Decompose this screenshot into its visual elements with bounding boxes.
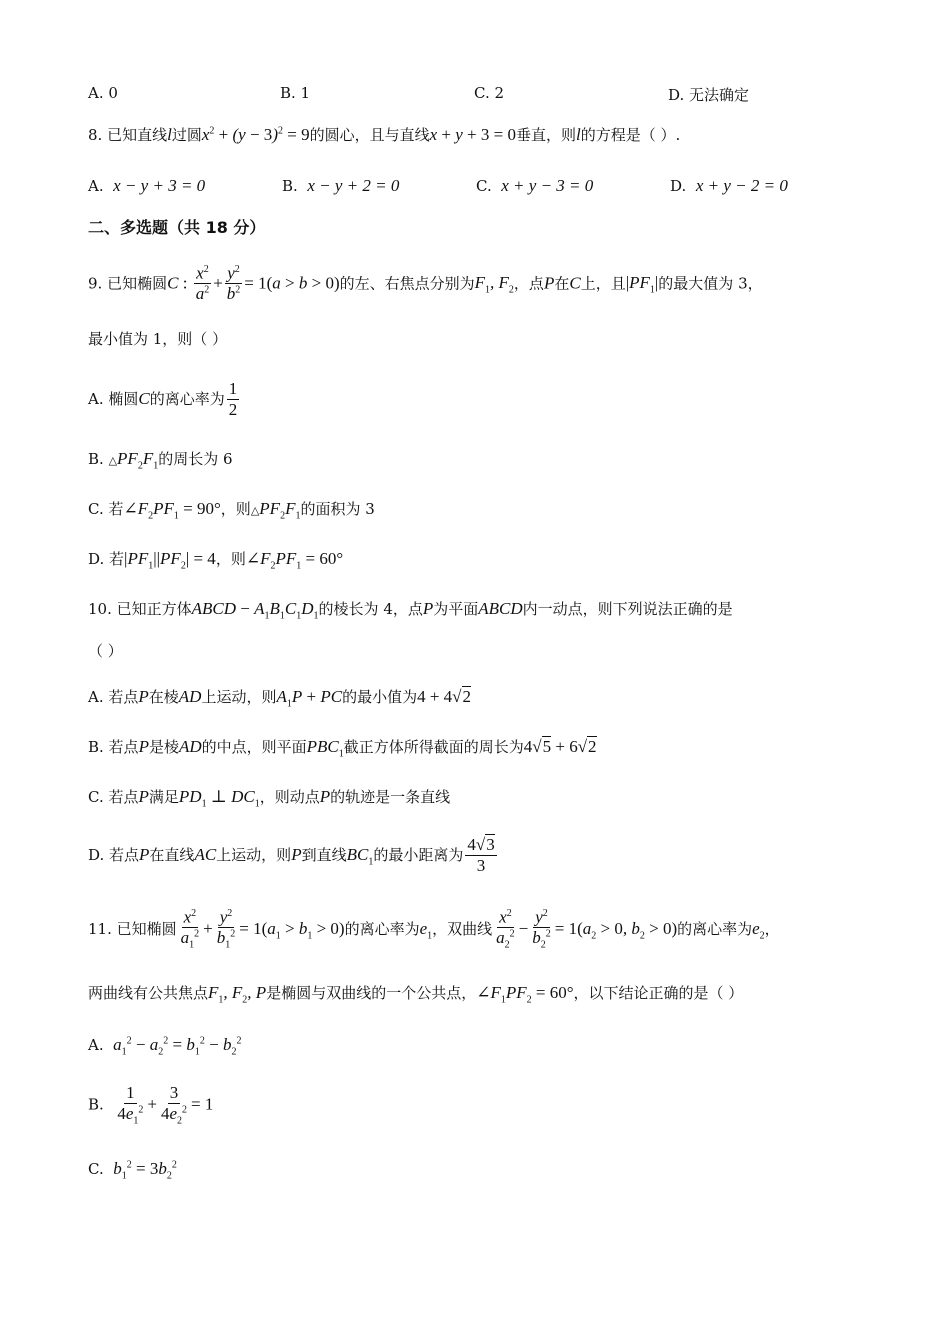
q10-stem: 10. 已知正方体ABCD − $A_1B_1C_1D_1$的棱长为 4，点P为平面ABCD内一动点，则下列说法正确的是 xyxy=(88,599,733,622)
q8-text-5: 的方程是（ ）. xyxy=(580,126,681,144)
q10-option-c: C. 若点P满足$PD_1$ ⊥ $DC_1$，则动点P的轨迹是一条直线 xyxy=(88,787,451,810)
q10-stem-cont: （ ） xyxy=(88,642,123,660)
q11-option-c: C. $b_1^2 = 3b_2^2$ xyxy=(88,1159,177,1182)
q11-option-a: A. $a_1^2 - a_2^2 = b_1^2 - b_2^2$ xyxy=(88,1035,242,1058)
q10-option-a: A. 若点P在棱AD上运动，则$A_1P$ + PC的最小值为4 + 4√2 xyxy=(88,687,472,710)
q8-stem: 8. 已知直线l过圆$x^2 + (y - 3)^2 = 9$的圆心，且与直线x + y + 3 = 0垂直，则l的方程是（ ）. xyxy=(88,125,681,144)
q10-option-b: B. 若点P是棱AD的中点，则平面$PBC_1$截正方体所得截面的周长为4√5 + 6√2 xyxy=(88,737,597,760)
q9-option-c: C. 若$\angle F_2PF_1 = 90^\circ$，则$\triangle PF_2F_1$的面积为 3 xyxy=(88,499,375,522)
q11-stem-cont: 两曲线有公共焦点$F_1$, $F_2$, P是椭圆与双曲线的一个公共点，$\angle F_1PF_2 = 60^\circ$，以下结论正确的是（ ） xyxy=(88,983,744,1006)
q10-option-d: D. 若点P在直线AC上运动，则P到直线$BC_1$的最小距离为 $\frac{4√3}{3}$ xyxy=(88,835,495,875)
q7-option-b: B. 1 xyxy=(280,84,311,102)
q7-option-c: C. 2 xyxy=(474,84,505,102)
q11-option-b: B. $\frac{1}{4e_1^2}$ + $\frac{3}{4e_2^2}$ = 1 xyxy=(88,1083,214,1127)
q8-option-b: B. x − y + 2 = 0 xyxy=(282,176,400,195)
q7-option-d: D. 无法确定 xyxy=(668,86,750,104)
q9-option-b: B. $\triangle PF_2F_1$的周长为 6 xyxy=(88,449,233,472)
q8-text-2: 过圆 xyxy=(171,126,202,144)
section-heading: 二、多选题（共 18 分） xyxy=(88,218,266,237)
q7-option-a: A. 0 xyxy=(88,84,118,102)
q8-option-a: A. x − y + 3 = 0 xyxy=(88,176,206,195)
q9-option-d: D. 若$|PF_1||PF_2| = 4$，则$\angle F_2PF_1 = 60^\circ$ xyxy=(88,549,344,572)
q8-number: 8. xyxy=(88,126,103,144)
q8-text-4: 垂直，则 xyxy=(515,126,576,144)
q11-stem: 11. 已知椭圆 $\frac{x^2}{a_1^2}$ + $\frac{y^2}{b_1^2}$ = $1(a_1 > b_1 > 0)$的离心率为$e_1$，双曲线 $\frac{x^2}{a_2^2}$ − $\frac{y^2}{b_2^2}$ = $1(a_2 > 0$, $b_2 > 0$)的离心率为$e_2$， xyxy=(88,907,780,951)
q9-option-a: A. 椭圆C的离心率为 $\frac{1}{2}$ xyxy=(88,379,238,419)
q9-stem: 9. 已知椭圆C : $\frac{x^2}{a^2}$ + $\frac{y^2}{b^2}$ = 1(a > b > 0)的左、右焦点分别为$F_1$, $F_2$，点P在C上，且$|PF_1|$的最大值为 3， xyxy=(88,263,763,304)
q9-stem-cont: 最小值为 1，则（ ） xyxy=(88,330,228,348)
q8-text-1: 已知直线 xyxy=(107,126,168,144)
q8-option-d: D. x + y − 2 = 0 xyxy=(670,176,788,195)
q8-text-3: 的圆心，且与直线 xyxy=(309,126,430,144)
q8-option-c: C. x + y − 3 = 0 xyxy=(476,176,594,195)
